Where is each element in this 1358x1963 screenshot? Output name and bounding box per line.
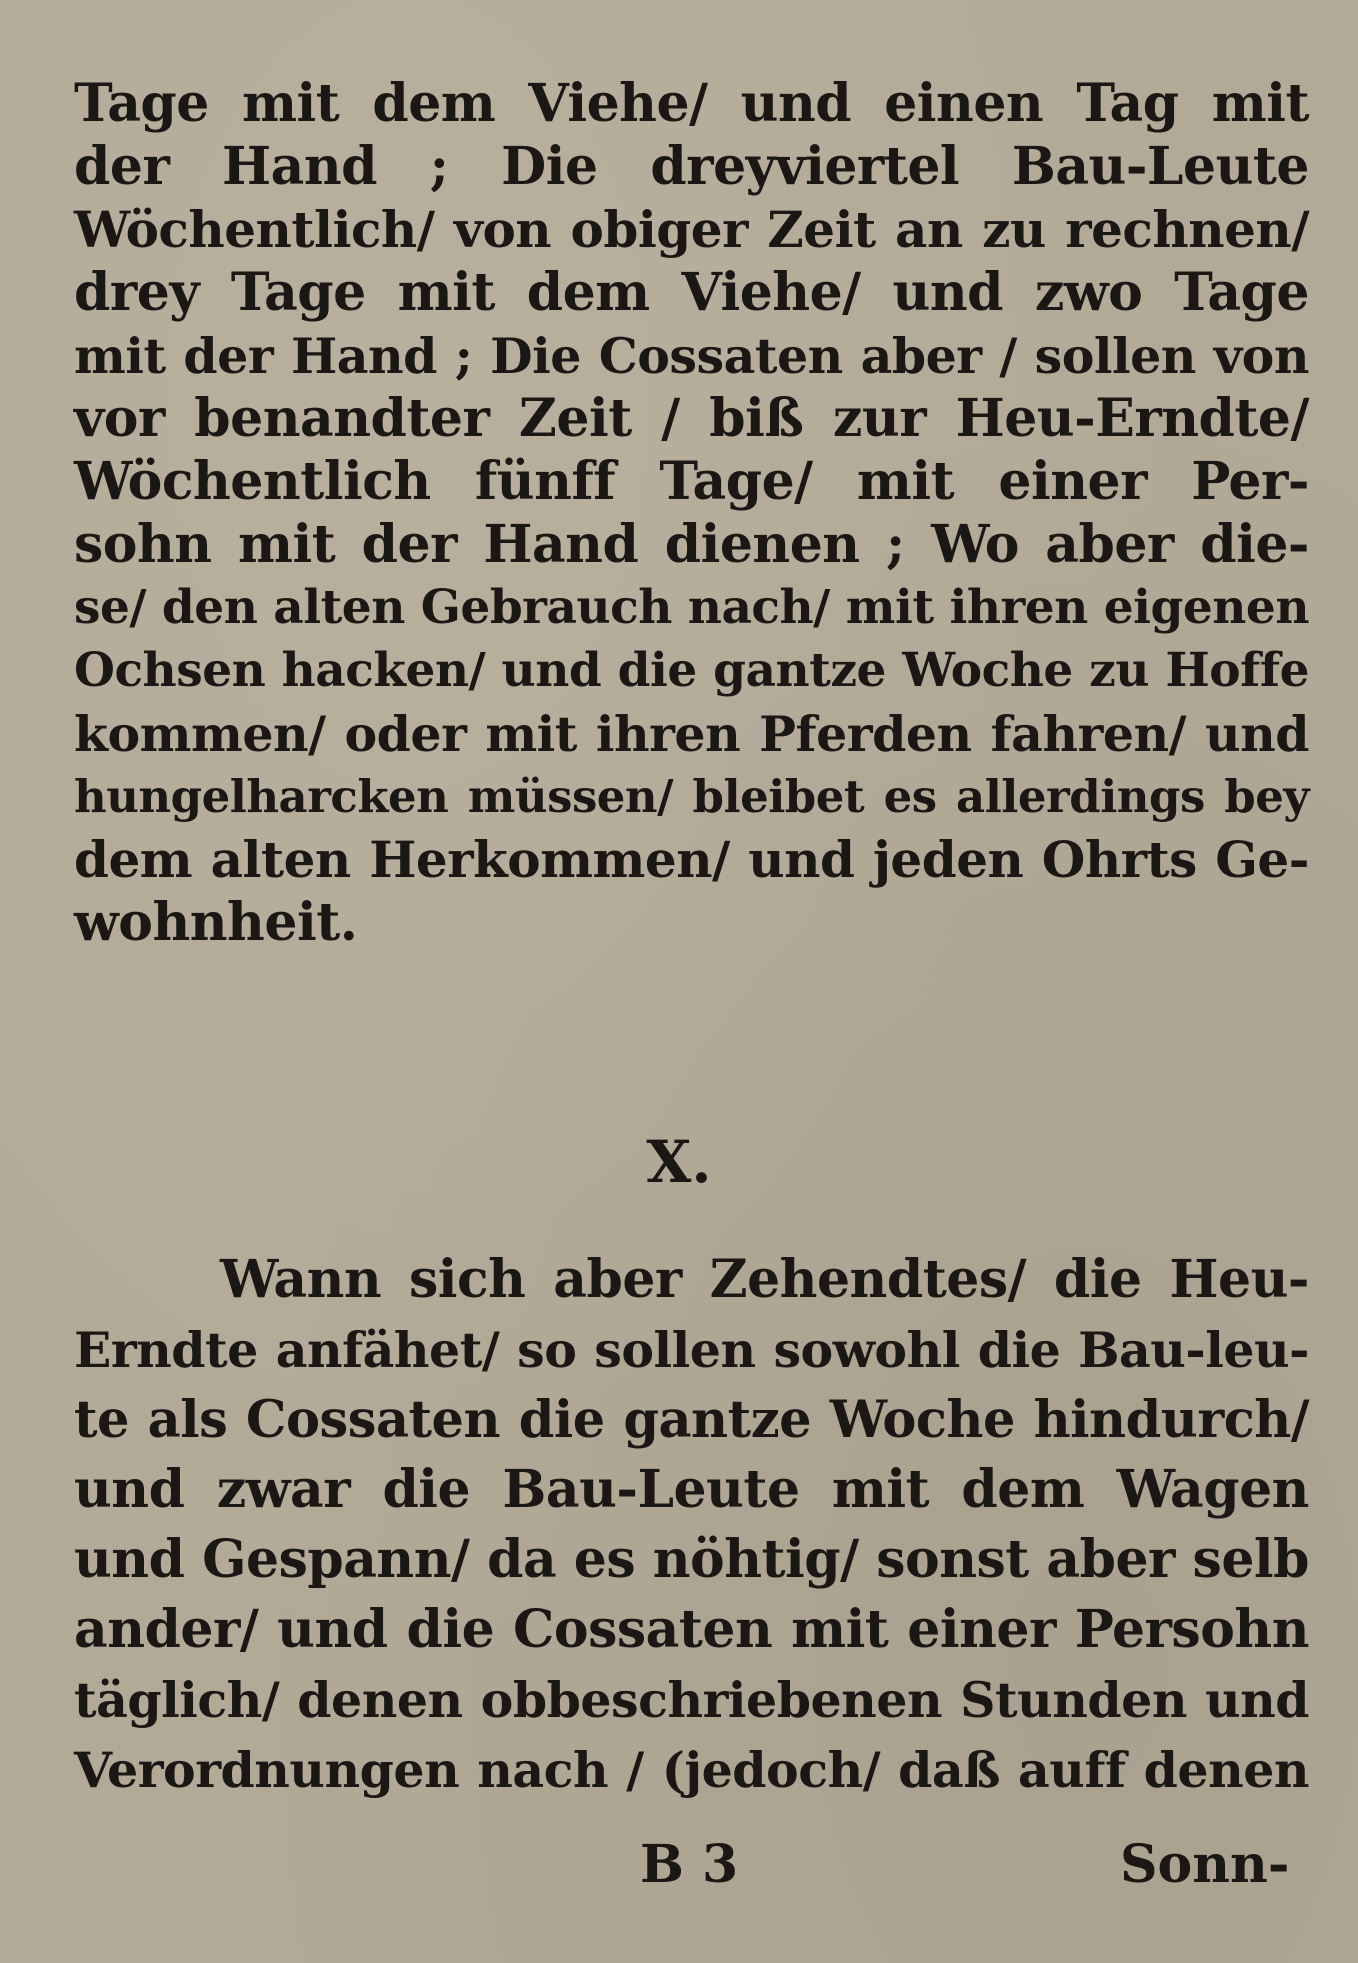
text-line: und zwar die Bau-Leute mit dem Wagen	[74, 1459, 1309, 1520]
text-line: sohn mit der Hand dienen ; Wo aber die-	[74, 514, 1309, 575]
text-line: Erndte anfähet/ so sollen sowohl die Bau-leu-	[74, 1321, 1309, 1379]
text-line: der Hand ; Die dreyviertel Bau-Leute	[74, 136, 1309, 197]
text-line: wohnheit.	[74, 892, 358, 953]
text-line: Tage mit dem Viehe/ und einen Tag mit	[74, 73, 1309, 134]
text-line: täglich/ denen obbeschriebenen Stunden und	[74, 1671, 1309, 1729]
signature-mark: B 3	[640, 1834, 739, 1895]
text-line: te als Cossaten die gantze Woche hindurch/	[74, 1390, 1309, 1450]
text-line: vor benandter Zeit / biß zur Heu-Erndte/	[74, 388, 1309, 449]
text-line: Wann sich aber Zehendtes/ die Heu-	[220, 1249, 1309, 1310]
catchword: Sonn-	[1120, 1834, 1290, 1895]
text-line: se/ den alten Gebrauch nach/ mit ihren eigenen	[74, 580, 1309, 635]
text-line: ander/ und die Cossaten mit einer Persohn	[74, 1599, 1309, 1660]
text-line: hungelharcken müssen/ bleibet es allerdings bey	[74, 770, 1309, 823]
text-line: und Gespann/ da es nöhtig/ sonst aber selb	[74, 1529, 1310, 1590]
text-line: mit der Hand ; Die Cossaten aber / sollen von	[74, 327, 1309, 385]
section-heading: X.	[646, 1128, 712, 1196]
text-line: drey Tage mit dem Viehe/ und zwo Tage	[74, 262, 1309, 323]
text-line: dem alten Herkommen/ und jeden Ohrts Ge-	[74, 830, 1309, 889]
text-line: kommen/ oder mit ihren Pferden fahren/ und	[74, 705, 1309, 763]
text-line: Wöchentlich fünff Tage/ mit einer Per-	[74, 451, 1309, 512]
text-line: Verordnungen nach / (jedoch/ daß auff denen	[74, 1741, 1309, 1799]
text-line: Ochsen hacken/ und die gantze Woche zu Hoffe	[74, 643, 1309, 698]
text-line: Wöchentlich/ von obiger Zeit an zu rechnen/	[74, 200, 1309, 259]
